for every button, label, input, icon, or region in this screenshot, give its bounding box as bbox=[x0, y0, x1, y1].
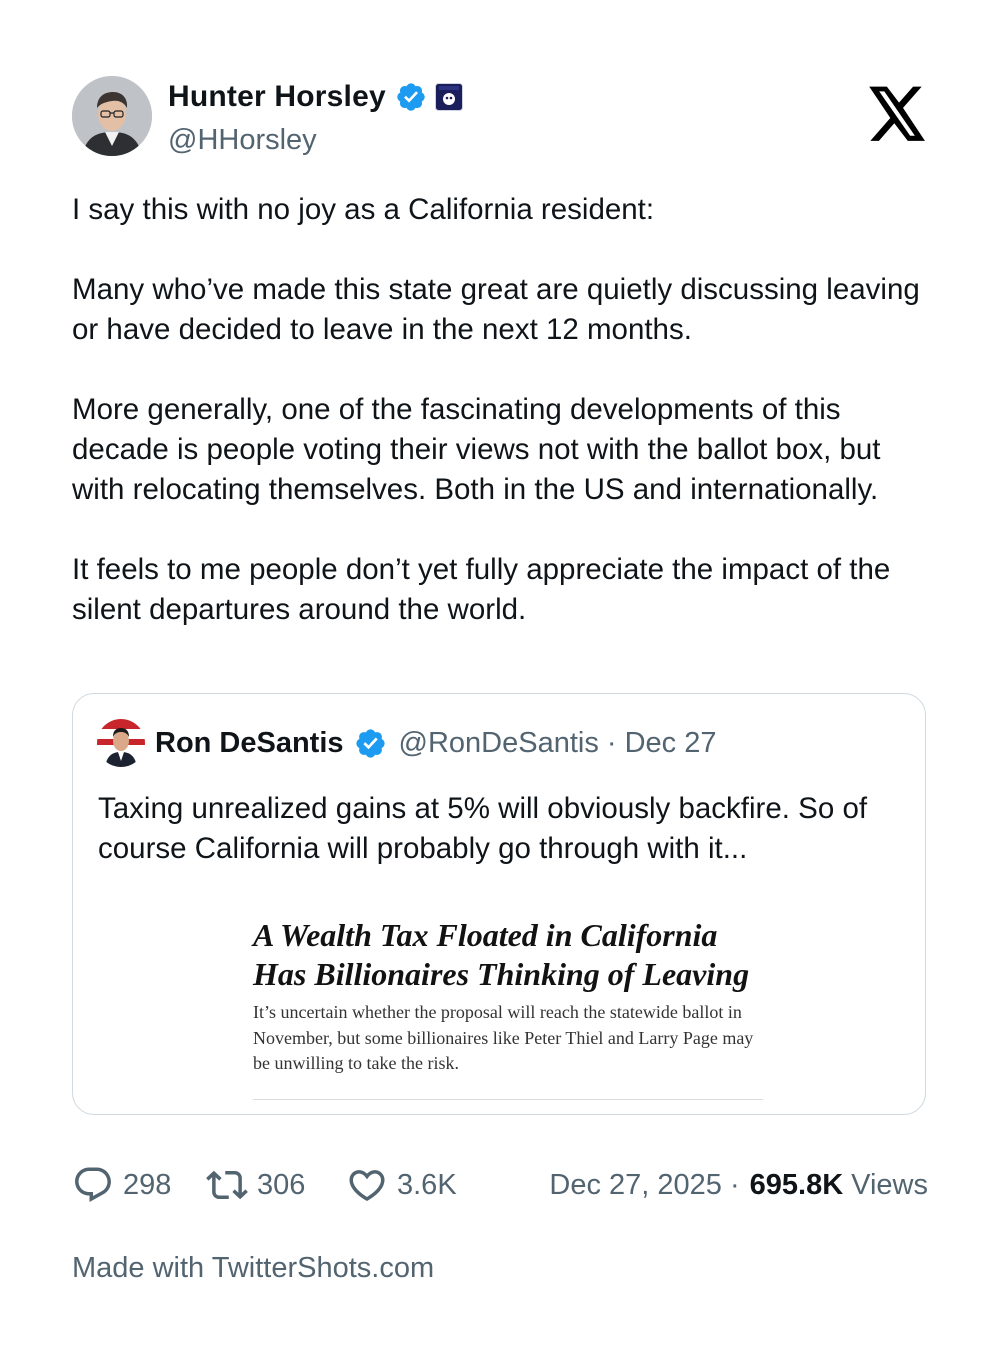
retweet-button[interactable] bbox=[206, 1162, 305, 1208]
quoted-author-name[interactable]: Ron DeSantis bbox=[155, 726, 344, 759]
tweet-stats bbox=[72, 1162, 928, 1208]
quoted-author-avatar[interactable] bbox=[97, 719, 145, 767]
author-avatar-image bbox=[72, 76, 152, 156]
quoted-header bbox=[155, 725, 717, 761]
tweet-date[interactable]: Dec 27, 2025 · bbox=[549, 1168, 740, 1201]
made-with-credit[interactable]: Made with TwitterShots.com bbox=[72, 1252, 435, 1284]
article-summary: It’s uncertain whether the proposal will reach the statewide ballot in November, but some billionaires like Peter Thiel and Larry Page may be unwilling to take the risk. bbox=[253, 1002, 754, 1073]
tweet-paragraph: Many who’ve made this state great are quietly discussing leaving or have decided to leave in the next 12 months. bbox=[72, 273, 920, 346]
tweet-meta bbox=[549, 1162, 928, 1208]
tweet-paragraph: More generally, one of the fascinating developments of this decade is people voting their views not with the ballot box, but with relocating themselves. Both in the US and internationally. bbox=[72, 393, 881, 506]
retweet-count: 306 bbox=[257, 1168, 306, 1201]
author-avatar[interactable] bbox=[72, 76, 152, 156]
like-button[interactable] bbox=[346, 1162, 457, 1208]
author-handle[interactable]: @HHorsley bbox=[168, 124, 317, 156]
article-headline-line2: Has Billionaires Thinking of Leaving bbox=[253, 956, 750, 992]
x-logo-icon bbox=[866, 86, 928, 144]
quoted-tweet-text: Taxing unrealized gains at 5% will obviously backfire. So of course California will probably go through with it... bbox=[98, 792, 868, 865]
article-screenshot[interactable] bbox=[253, 916, 773, 1077]
affiliation-badge-icon bbox=[435, 83, 463, 111]
reply-count: 298 bbox=[123, 1168, 172, 1201]
article-divider bbox=[253, 1099, 763, 1100]
verified-badge-icon bbox=[395, 81, 427, 113]
views-label: Views bbox=[851, 1168, 928, 1201]
reply-button[interactable] bbox=[72, 1162, 171, 1208]
tweet-paragraph: I say this with no joy as a California resident: bbox=[72, 193, 655, 226]
quoted-handle-date[interactable]: @RonDeSantis · Dec 27 bbox=[398, 726, 717, 759]
quoted-tweet[interactable] bbox=[72, 693, 926, 1115]
quoted-author-avatar-image bbox=[97, 719, 145, 767]
tweet-paragraph: It feels to me people don’t yet fully appreciate the impact of the silent departures around the world. bbox=[72, 553, 891, 626]
reply-icon bbox=[72, 1164, 114, 1206]
verified-badge-icon bbox=[354, 727, 387, 760]
author-name[interactable]: Hunter Horsley bbox=[168, 80, 386, 113]
views-count: 695.8K bbox=[749, 1168, 844, 1201]
like-count: 3.6K bbox=[397, 1168, 457, 1201]
heart-icon bbox=[346, 1164, 388, 1206]
article-headline-line1: A Wealth Tax Floated in California bbox=[253, 917, 718, 953]
retweet-icon bbox=[206, 1164, 248, 1206]
author-name-row bbox=[168, 80, 463, 114]
tweet-text bbox=[72, 190, 932, 630]
